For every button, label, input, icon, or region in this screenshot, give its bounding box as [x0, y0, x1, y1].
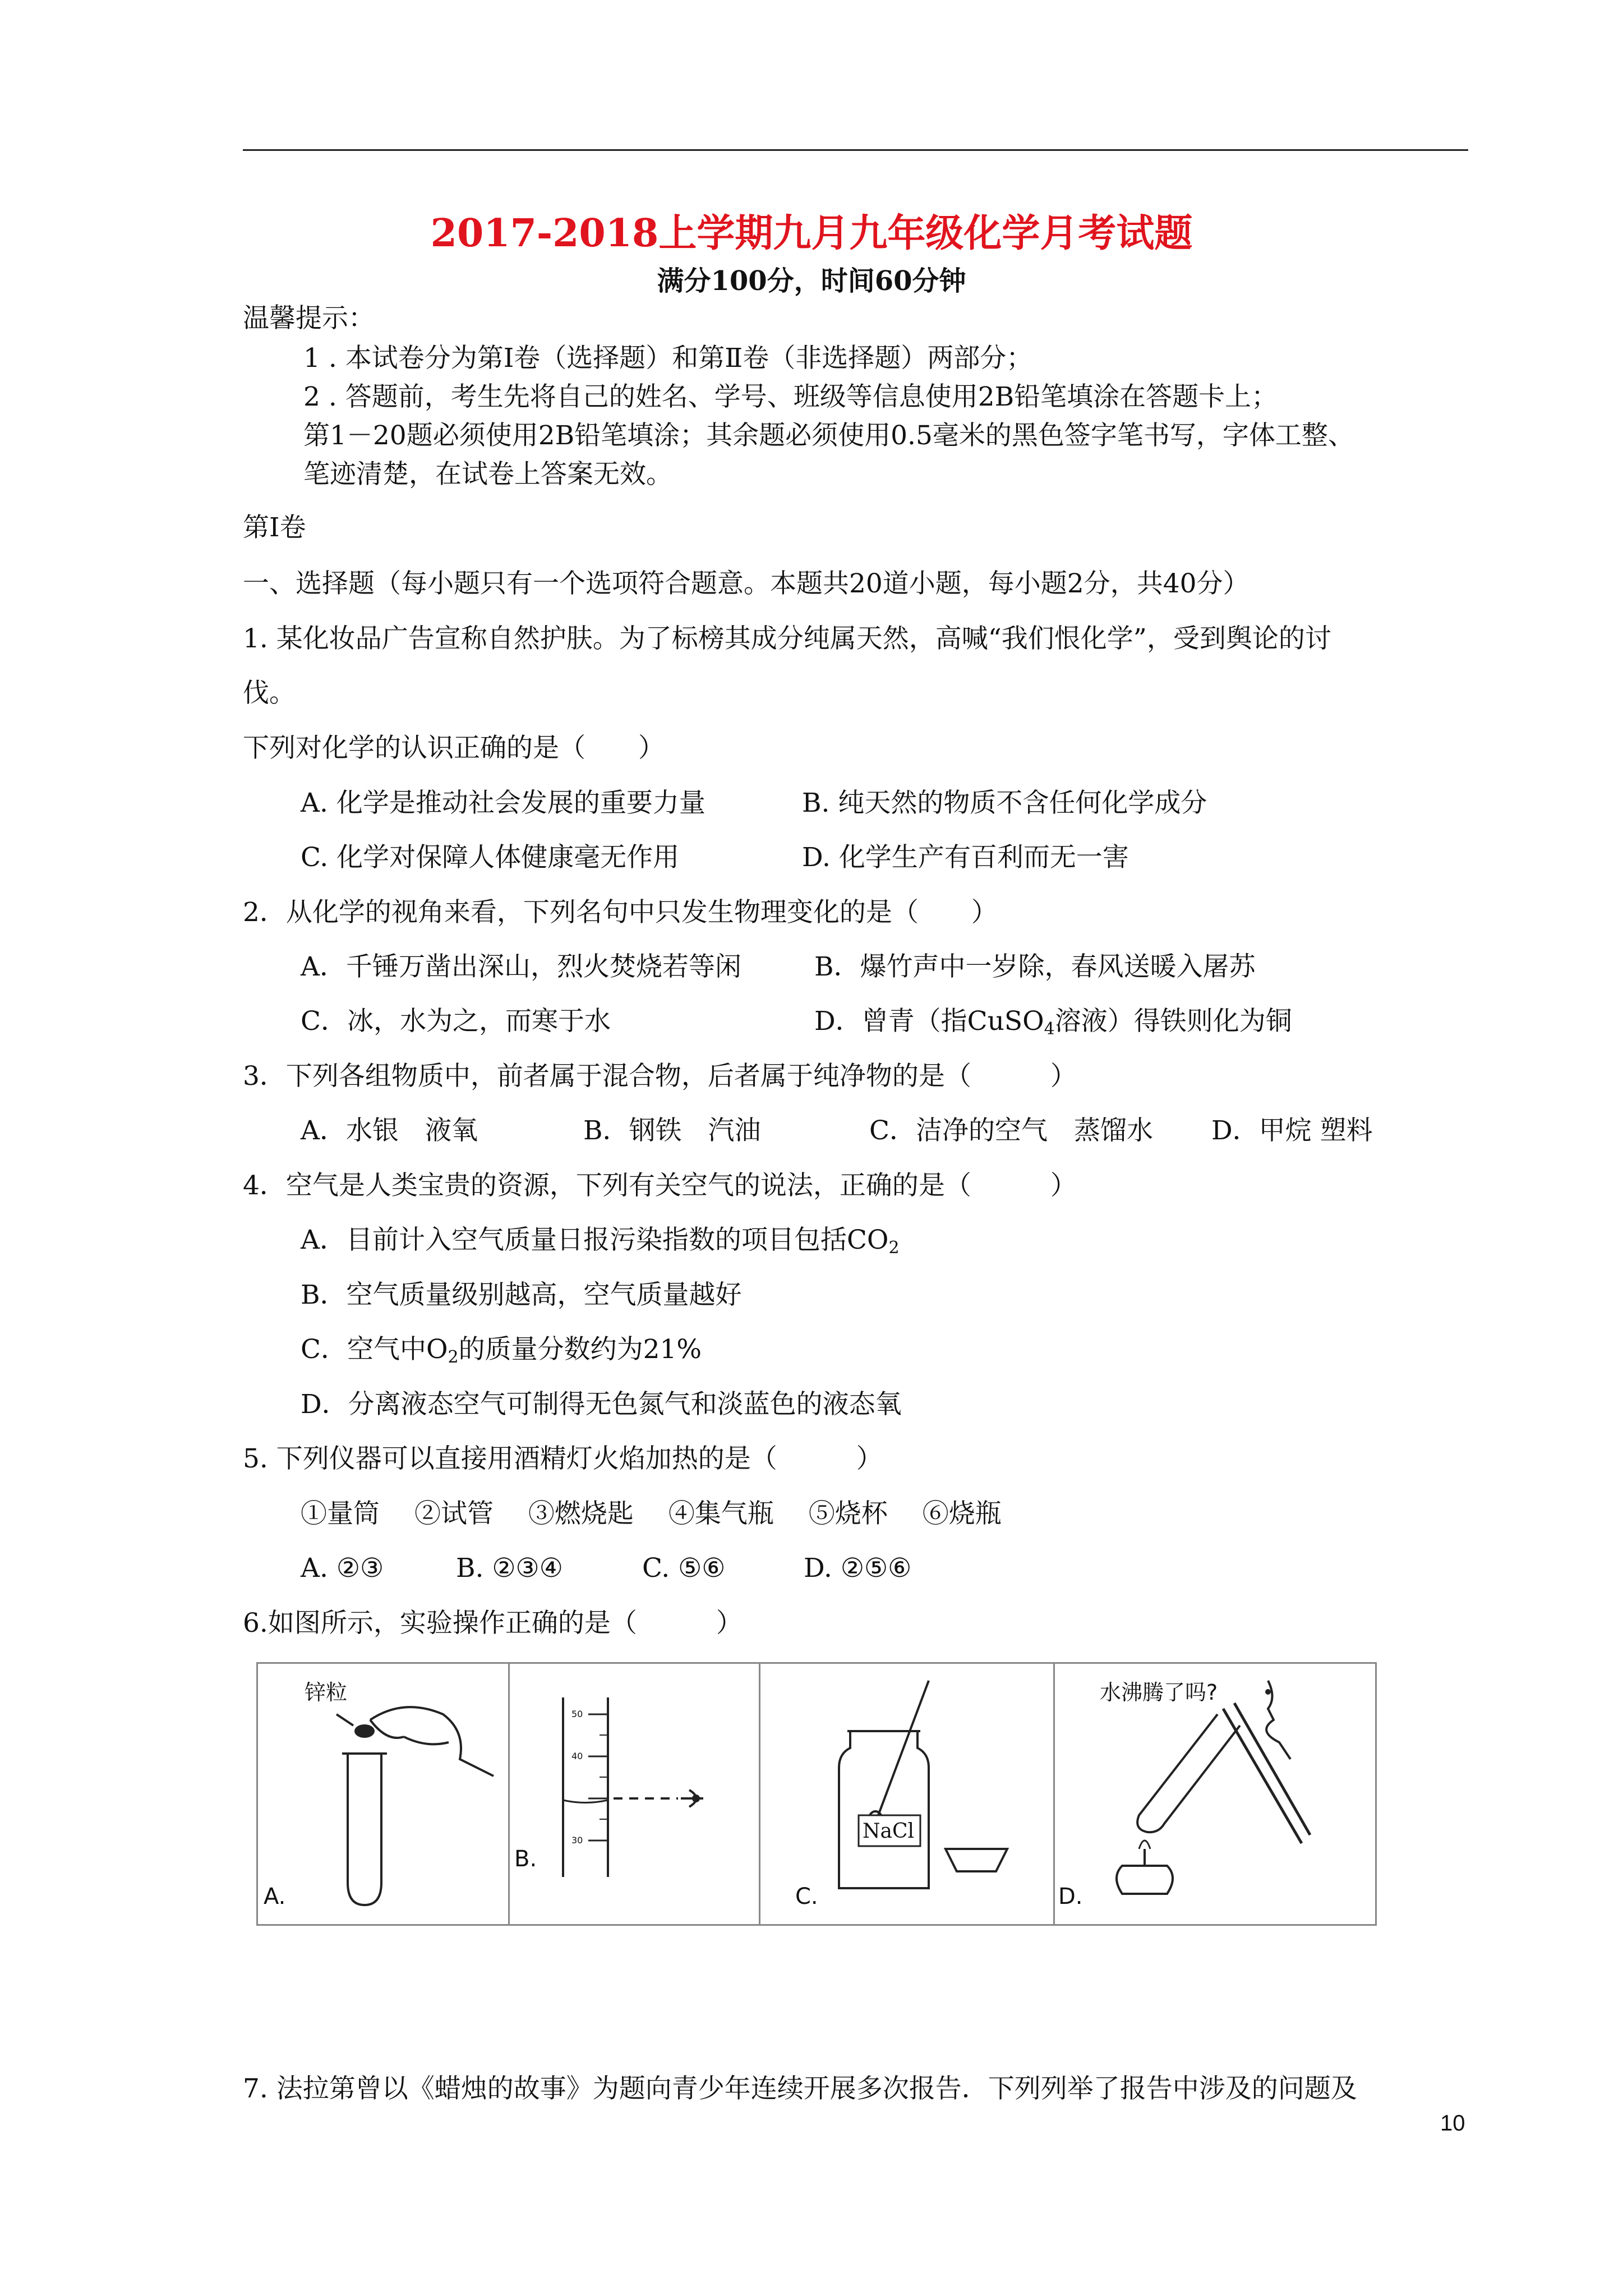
header-rule — [243, 149, 1468, 151]
q6-figure-c — [760, 1664, 1055, 1924]
q5-option-a: A. ②③ — [301, 1553, 384, 1584]
q1-stem-line-2: 伐。 — [243, 678, 296, 708]
q4-stem: 4．空气是人类宝贵的资源，下列有关空气的说法，正确的是（ ） — [243, 1170, 1077, 1201]
q6-stem: 6.如图所示，实验操作正确的是（ ） — [243, 1608, 743, 1639]
exam-subtitle: 满分100分，时间60分钟 — [657, 265, 966, 297]
boiling-test-tube-drawing — [1055, 1664, 1375, 1924]
figure-a-label: A. — [264, 1884, 286, 1910]
tick-label-40: 40 — [571, 1751, 583, 1761]
test-tube-zinc-drawing — [258, 1664, 510, 1924]
q1-stem-line-1: 1. 某化妆品广告宣称自然护肤。为了标榜其成分纯属天然，高喊“我们恨化学”，受到舆论的讨 — [243, 623, 1331, 654]
q4-option-c: C．空气中$O_2$的质量分数约为21% — [301, 1334, 702, 1367]
tips-line-1: 1 . 本试卷分为第Ⅰ卷（选择题）和第Ⅱ卷（非选择题）两部分； — [303, 343, 1033, 374]
tick-label-30: 30 — [571, 1835, 583, 1846]
q1-option-d: D. 化学生产有百利而无一害 — [802, 842, 1129, 873]
exam-title: 2017-2018上学期九月九年级化学月考试题 — [430, 211, 1193, 256]
q3-option-c: C．洁净的空气 蒸馏水 — [869, 1115, 1153, 1146]
q2-option-c: C．冰，水为之，而寒于水 — [301, 1006, 611, 1037]
tips-heading: 温馨提示： — [243, 303, 375, 334]
graduated-cylinder-drawing — [510, 1664, 760, 1924]
q4-option-a: A．目前计入空气质量日报污染指数的项目包括$CO_2$ — [301, 1225, 900, 1258]
q5-option-c: C. ⑤⑥ — [642, 1553, 726, 1584]
q3-option-b: B．钢铁 汽油 — [583, 1115, 761, 1146]
q5-option-b: B. ②③④ — [456, 1553, 563, 1584]
figure-c-label: C. — [795, 1884, 818, 1910]
section-heading: 一、选择题（每小题只有一个选项符合题意。本题共20道小题，每小题2分，共40分） — [243, 568, 1249, 599]
q5-items: ①量筒 ②试管 ③燃烧匙 ④集气瓶 ⑤烧杯 ⑥烧瓶 — [301, 1498, 1002, 1529]
tips-line-2: 2 . 答题前，考生先将自己的姓名、学号、班级等信息使用2B铅笔填涂在答题卡上； — [303, 381, 1278, 412]
q6-figure-d — [1055, 1664, 1375, 1924]
q1-option-b: B. 纯天然的物质不含任何化学成分 — [802, 788, 1207, 818]
q1-stem-line-3: 下列对化学的认识正确的是（ ） — [243, 733, 665, 763]
figure-d-caption: 水沸腾了吗? — [1100, 1680, 1218, 1705]
q6-figure-table — [256, 1662, 1377, 1926]
q2-option-b: B．爆竹声中一岁除，春风送暖入屠苏 — [814, 951, 1256, 982]
q6-figure-a — [258, 1664, 510, 1924]
q5-option-d: D. ②⑤⑥ — [804, 1553, 912, 1584]
q3-stem: 3．下列各组物质中，前者属于混合物，后者属于纯净物的是（ ） — [243, 1061, 1077, 1092]
part-label: 第Ⅰ卷 — [243, 512, 306, 543]
q1-option-c: C. 化学对保障人体健康毫无作用 — [301, 842, 680, 873]
q1-option-a: A. 化学是推动社会发展的重要力量 — [301, 788, 706, 818]
figure-a-caption: 锌粒 — [305, 1680, 348, 1705]
nacl-label: NaCl — [863, 1820, 915, 1843]
q4-option-b: B．空气质量级别越高，空气质量越好 — [301, 1280, 742, 1310]
q3-option-a: A．水银 液氧 — [301, 1115, 478, 1146]
tips-line-4: 笔迹清楚，在试卷上答案无效。 — [303, 459, 672, 490]
q3-option-d: D．甲烷 塑料 — [1211, 1115, 1373, 1146]
q5-stem: 5. 下列仪器可以直接用酒精灯火焰加热的是（ ） — [243, 1443, 883, 1474]
q4-option-d: D．分离液态空气可制得无色氮气和淡蓝色的液态氧 — [301, 1389, 902, 1420]
q6-figure-b — [510, 1664, 760, 1924]
figure-d-label: D. — [1058, 1884, 1083, 1910]
tick-label-50: 50 — [571, 1709, 583, 1719]
page-number: 10 — [1440, 2111, 1465, 2136]
q2-stem: 2．从化学的视角来看，下列名句中只发生物理变化的是（ ） — [243, 897, 998, 928]
tips-line-3: 第1－20题必须使用2B铅笔填涂；其余题必须使用0.5毫米的黑色签字笔书写，字体工整、 — [303, 420, 1354, 451]
q2-option-d: D．曾青（指CuSO$_4$溶液）得铁则化为铜 — [814, 1006, 1292, 1039]
figure-b-label: B. — [514, 1846, 537, 1872]
q2-option-a: A．千锤万凿出深山，烈火焚烧若等闲 — [301, 951, 741, 982]
q7-stem: 7. 法拉第曾以《蜡烛的故事》为题向青少年连续开展多次报告．下列列举了报告中涉及的问题及 — [243, 2073, 1357, 2104]
